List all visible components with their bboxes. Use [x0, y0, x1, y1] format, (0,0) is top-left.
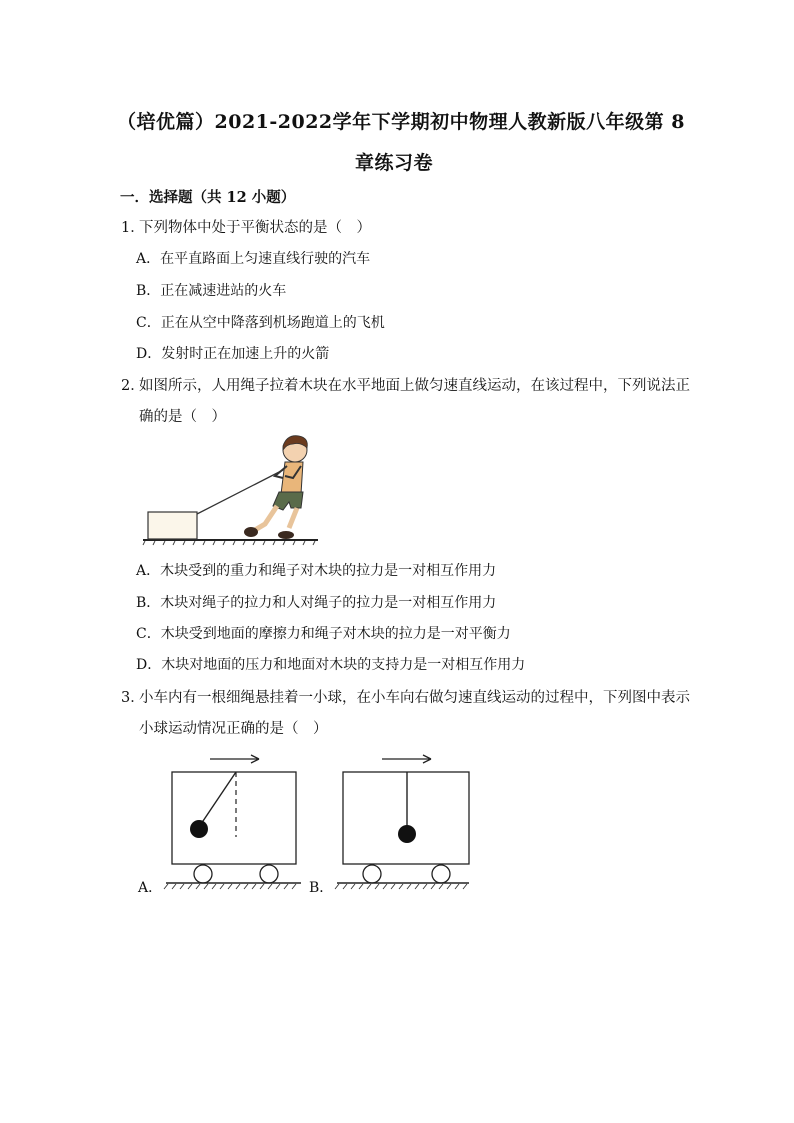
question-1-option-a: A．在平直路面上匀速直线行驶的汽车 — [136, 251, 371, 267]
question-2-figure — [143, 432, 323, 547]
question-1-option-c: C．正在从空中降落到机场跑道上的飞机 — [136, 315, 385, 331]
question-3-figure-a — [163, 750, 313, 900]
question-3-figure-a-label: A． — [138, 880, 163, 896]
question-3-number: 3． — [121, 690, 145, 706]
question-2-stem-line2: 确的是（ ） — [139, 409, 226, 425]
page-title-line2: 章练习卷 — [355, 152, 434, 174]
question-1-number: 1． — [121, 220, 145, 236]
question-3-figure-b — [333, 750, 483, 900]
page-title-line1: （培优篇）2021-2022学年下学期初中物理人教新版八年级第 8 — [117, 111, 685, 133]
question-2-option-a: A．木块受到的重力和绳子对木块的拉力是一对相互作用力 — [136, 563, 497, 579]
section-heading: 一．选择题（共 12 小题） — [120, 189, 296, 206]
question-3-figure-b-label: B． — [309, 880, 334, 896]
question-1-option-d: D．发射时正在加速上升的火箭 — [136, 346, 330, 362]
question-2-number: 2． — [121, 378, 145, 394]
question-2-stem-line1: 如图所示，人用绳子拉着木块在水平地面上做匀速直线运动，在该过程中，下列说法正 — [139, 378, 690, 394]
question-2-option-b: B．木块对绳子的拉力和人对绳子的拉力是一对相互作用力 — [136, 595, 497, 611]
question-1-stem: 下列物体中处于平衡状态的是（ ） — [139, 220, 371, 236]
question-3-stem-line1: 小车内有一根细绳悬挂着一小球，在小车向右做匀速直线运动的过程中，下列图中表示 — [139, 690, 690, 706]
question-2-option-c: C．木块受到地面的摩擦力和绳子对木块的拉力是一对平衡力 — [136, 626, 511, 642]
question-2-option-d: D．木块对地面的压力和地面对木块的支持力是一对相互作用力 — [136, 657, 526, 673]
question-3-stem-line2: 小球运动情况正确的是（ ） — [139, 721, 328, 737]
question-1-option-b: B．正在减速进站的火车 — [136, 283, 287, 299]
